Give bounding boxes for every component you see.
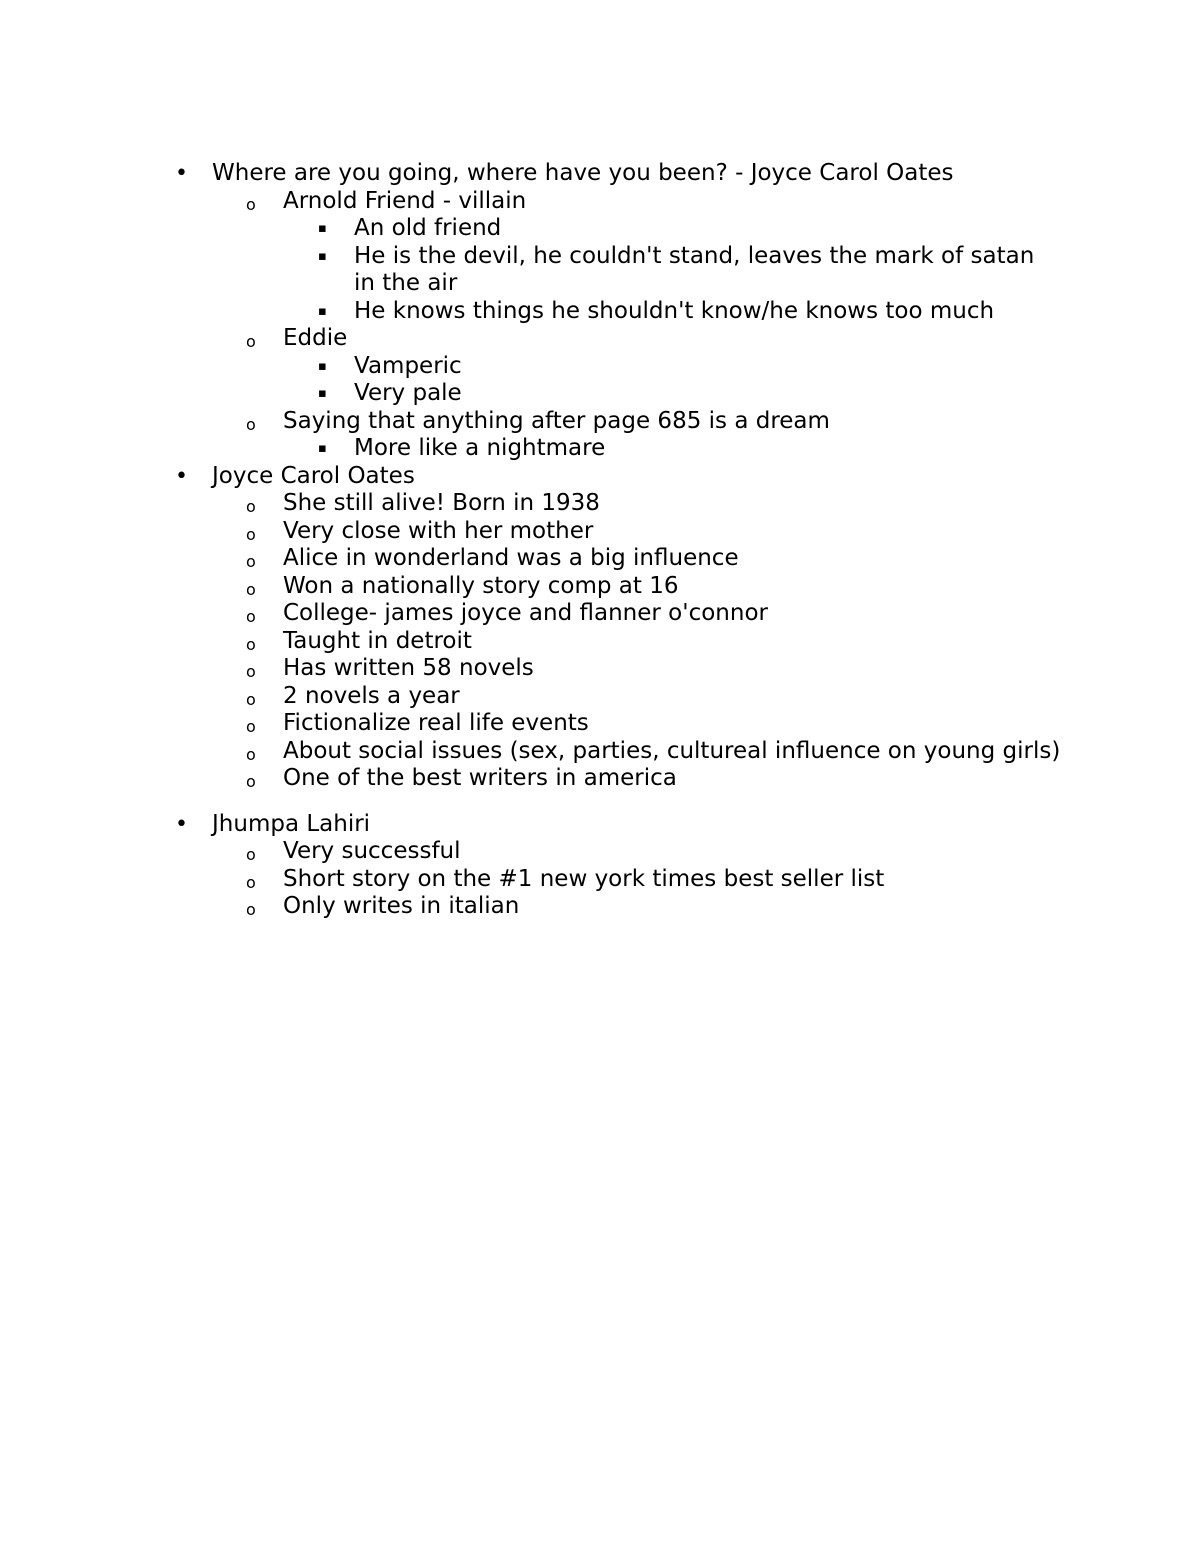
bullet-square-icon: ▪ bbox=[318, 248, 327, 264]
bullet-circle-icon: o bbox=[246, 662, 256, 681]
bullet-square-icon: ▪ bbox=[318, 358, 327, 374]
item-text: Eddie bbox=[283, 325, 348, 351]
item-text: Very successful bbox=[283, 838, 461, 864]
notes-outline bbox=[0, 160, 1200, 921]
bullet-circle-icon: o bbox=[246, 717, 256, 736]
outline-item-level2 bbox=[0, 628, 1063, 656]
outline-item-level2 bbox=[0, 683, 1063, 711]
outline-item-level3 bbox=[0, 435, 1059, 463]
outline-item-level2 bbox=[0, 188, 1063, 216]
bullet-circle-icon: o bbox=[246, 607, 256, 626]
item-text: Alice in wonderland was a big influence bbox=[283, 545, 739, 571]
outline-item-level2 bbox=[0, 710, 1063, 738]
bullet-circle-icon: o bbox=[246, 900, 256, 919]
item-text: Very close with her mother bbox=[283, 517, 594, 544]
outline-item-level3 bbox=[0, 215, 1059, 243]
outline-item-level2 bbox=[0, 408, 1063, 436]
item-text: He knows things he shouldn't know/he knows too much bbox=[354, 297, 995, 324]
bullet-circle-icon: o bbox=[246, 579, 256, 599]
bullet-disc-icon: • bbox=[175, 463, 188, 489]
bullet-circle-icon: o bbox=[246, 872, 256, 892]
outline-item-level2 bbox=[0, 600, 1063, 628]
item-text: Vamperic bbox=[354, 352, 462, 379]
outline-item-level2 bbox=[0, 325, 1063, 353]
bullet-square-icon: ▪ bbox=[318, 221, 327, 236]
bullet-circle-icon: o bbox=[246, 194, 256, 214]
outline-item-level2 bbox=[0, 738, 1063, 766]
item-text: Very pale bbox=[354, 380, 462, 406]
outline-item-level1 bbox=[0, 160, 1072, 188]
bullet-circle-icon: o bbox=[246, 414, 256, 434]
item-text: Short story on the #1 new york times best seller list bbox=[283, 865, 885, 892]
item-text: Fictionalize real life events bbox=[283, 710, 589, 736]
bullet-circle-icon: o bbox=[246, 332, 256, 351]
outline-item-level2 bbox=[0, 893, 1063, 921]
bullet-circle-icon: o bbox=[246, 634, 256, 654]
outline-item-level3 bbox=[0, 298, 1059, 326]
item-text: 2 novels a year bbox=[283, 682, 460, 709]
item-text: Jhumpa Lahiri bbox=[212, 810, 371, 837]
item-text: He is the devil, he couldn't stand, leaves the mark of satan in the air bbox=[354, 242, 1035, 296]
item-text: Where are you going, where have you been? - Joyce Carol Oates bbox=[212, 160, 954, 186]
outline-item-level2 bbox=[0, 573, 1063, 601]
item-text: College- james joyce and flanner o'connor bbox=[283, 600, 768, 626]
outline-item-level2 bbox=[0, 838, 1063, 866]
bullet-disc-icon: • bbox=[175, 161, 188, 186]
outline-item-level3 bbox=[0, 353, 1059, 381]
item-text: She still alive! Born in 1938 bbox=[283, 490, 600, 516]
bullet-circle-icon: o bbox=[246, 552, 256, 571]
bullet-square-icon: ▪ bbox=[318, 441, 327, 456]
bullet-circle-icon: o bbox=[246, 497, 256, 516]
item-text: Joyce Carol Oates bbox=[212, 462, 415, 489]
bullet-circle-icon: o bbox=[246, 744, 256, 764]
outline-item-level2 bbox=[0, 655, 1063, 683]
item-text: One of the best writers in america bbox=[283, 765, 677, 791]
bullet-circle-icon: o bbox=[246, 689, 256, 709]
item-text: More like a nightmare bbox=[354, 435, 606, 461]
item-text: Saying that anything after page 685 is a dream bbox=[283, 407, 830, 434]
bullet-square-icon: ▪ bbox=[318, 386, 327, 401]
item-text: Taught in detroit bbox=[283, 627, 472, 654]
outline-item-level2 bbox=[0, 518, 1063, 546]
bullet-circle-icon: o bbox=[246, 524, 256, 544]
outline-item-level1 bbox=[0, 811, 1072, 839]
outline-item-level2 bbox=[0, 490, 1063, 518]
item-text: Only writes in italian bbox=[283, 893, 520, 919]
item-text: An old friend bbox=[354, 215, 502, 241]
item-text: Won a nationally story comp at 16 bbox=[283, 572, 679, 599]
bullet-disc-icon: • bbox=[175, 811, 188, 837]
item-text: Has written 58 novels bbox=[283, 655, 534, 681]
outline-item-level1 bbox=[0, 463, 1072, 491]
outline-item-level2 bbox=[0, 866, 1063, 894]
outline-item-level2 bbox=[0, 545, 1063, 573]
item-text: About social issues (sex, parties, cultureal influence on young girls) bbox=[283, 737, 1061, 764]
outline-item-level3 bbox=[0, 380, 1059, 408]
bullet-circle-icon: o bbox=[246, 845, 256, 864]
bullet-circle-icon: o bbox=[246, 772, 256, 791]
item-text: Arnold Friend - villain bbox=[283, 187, 527, 214]
outline-item-level2 bbox=[0, 765, 1063, 793]
outline-item-level3 bbox=[0, 243, 1059, 298]
bullet-square-icon: ▪ bbox=[318, 303, 327, 319]
